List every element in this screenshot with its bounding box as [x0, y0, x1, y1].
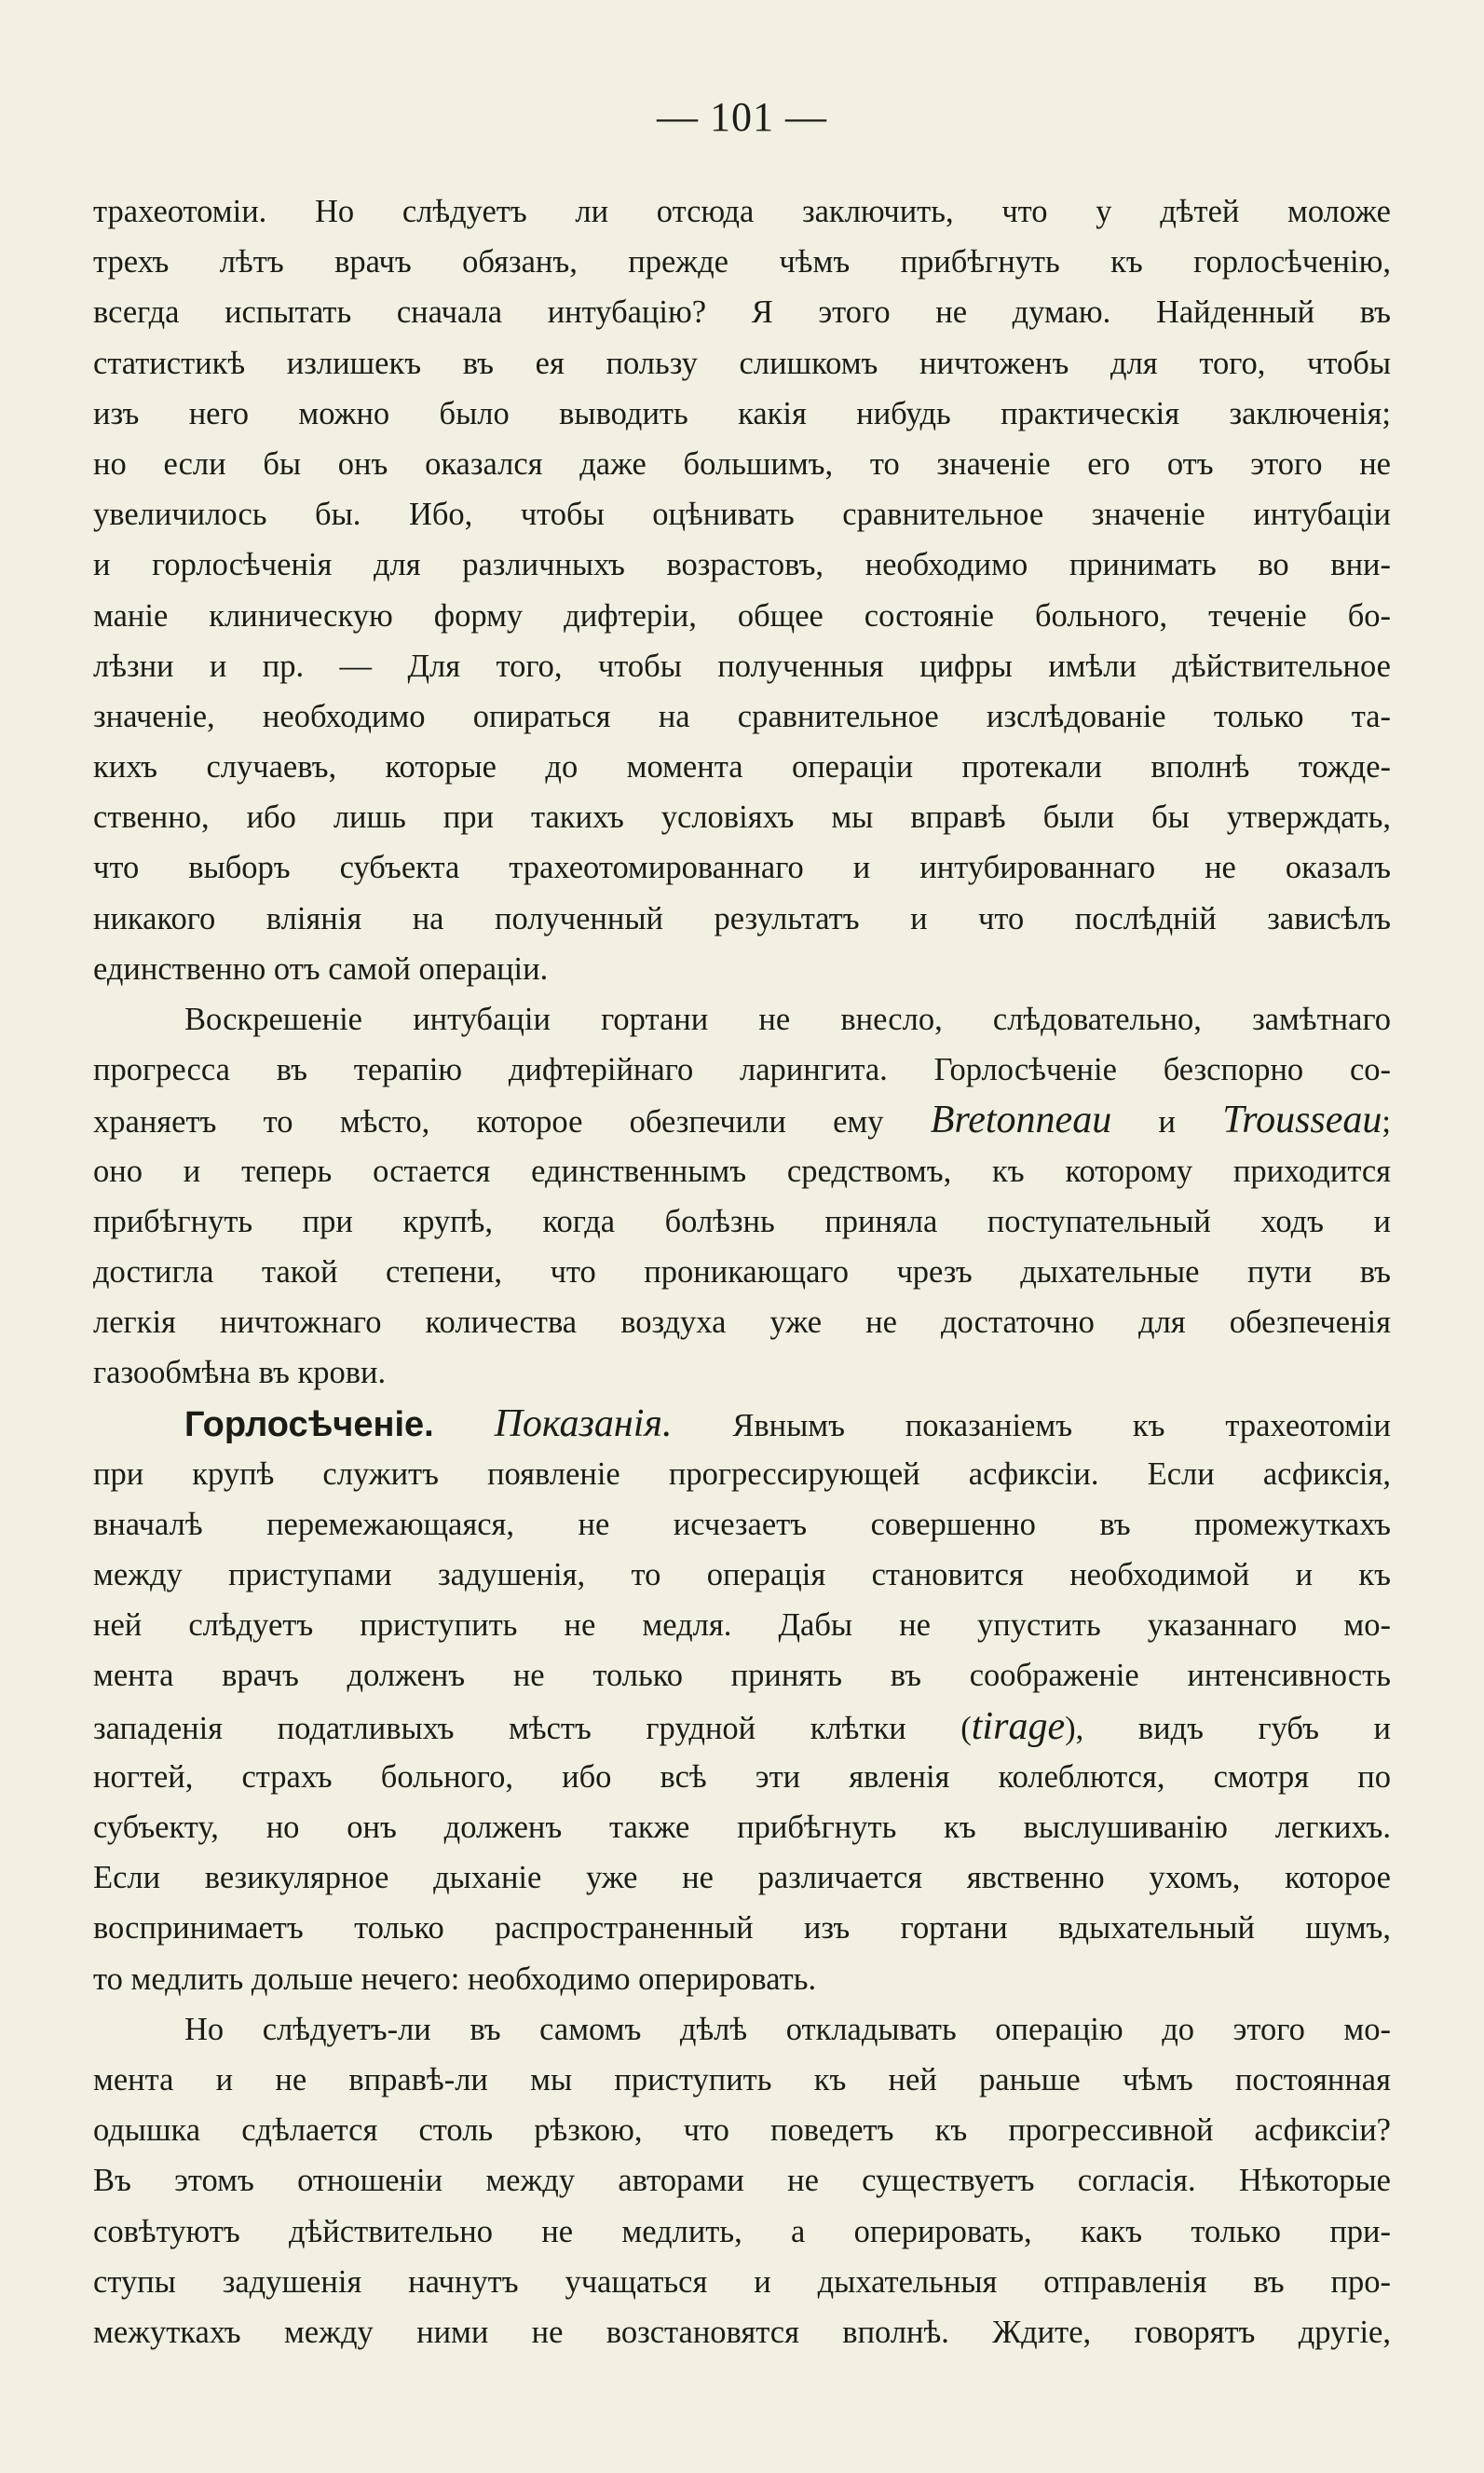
line-text: Но слѣдуетъ-ли въ самомъ дѣлѣ откладывать операцію до этого мо- [184, 2011, 1391, 2047]
line-text: кихъ случаевъ, которые до момента операціи протекали вполнѣ тожде- [93, 749, 1391, 786]
section-subheading: Показанія. [494, 1401, 673, 1445]
text-line [93, 2307, 1391, 2357]
line-text: единственно отъ самой операціи. [93, 950, 549, 987]
text-line [93, 2004, 1391, 2055]
text-line [93, 1196, 1391, 1247]
italic-name: Bretonneau [930, 1099, 1112, 1142]
line-text: лѣзни и пр. — Для того, чтобы полученныя цифры имѣли дѣйствительное [93, 648, 1391, 684]
text-line [93, 287, 1391, 337]
italic-name: Trousseau [1222, 1099, 1382, 1142]
line-text: трахеотоміи. Но слѣдуетъ ли отсюда заключить, что у дѣтей моложе [93, 194, 1391, 229]
text-line [93, 1752, 1391, 1802]
text-line [93, 2105, 1391, 2155]
line-text-tail: ; [1382, 1104, 1391, 1141]
text-line [93, 489, 1391, 540]
line-text: субъекту, но онъ долженъ также прибѣгнуть къ выслушиванію легкихъ. [93, 1810, 1391, 1845]
text-line [93, 1146, 1391, 1196]
text-line [93, 1550, 1391, 1600]
text-line [93, 2257, 1391, 2307]
line-text: и горлосѣченія для различныхъ возрастовъ, необходимо принимать во вни- [93, 547, 1391, 583]
text-line [93, 1600, 1391, 1650]
line-text: маніе клиническую форму дифтеріи, общее состояніе больного, теченіе бо- [93, 597, 1391, 634]
line-text: увеличилось бы. Ибо, чтобы оцѣнивать сравнительное значеніе интубаціи [93, 497, 1391, 533]
text-line [93, 2055, 1391, 2105]
line-text: оно и теперь остается единственнымъ средствомъ, къ которому приходится [93, 1153, 1391, 1189]
text-line [93, 1701, 1391, 1752]
line-text: прибѣгнуть при крупѣ, когда болѣзнь приняла поступательный ходъ и [93, 1203, 1391, 1239]
line-text: никакого вліянія на полученный результатъ и что послѣдній зависѣлъ [93, 900, 1391, 936]
line-text: межуткахъ между ними не возстановятся вполнѣ. Ждите, говорятъ другіе, [93, 2314, 1391, 2350]
text-line [93, 1499, 1391, 1550]
line-text: вначалѣ перемежающаяся, не исчезаетъ совершенно въ промежуткахъ [93, 1506, 1391, 1542]
line-text: воспринимаетъ только распространенный изъ гортани вдыхательный шумъ, [93, 1910, 1391, 1947]
text-line [93, 1449, 1391, 1499]
line-text: прогресса въ терапію дифтерійнаго ларингита. Горлосѣченіе безспорно со- [93, 1052, 1391, 1088]
line-text: Явнымъ показаніемъ къ трахеотоміи [732, 1407, 1391, 1443]
line-text: ственно, ибо лишь при такихъ условіяхъ мы вправѣ были бы утверждать, [93, 799, 1391, 836]
text-line [93, 540, 1391, 590]
line-text: что выборъ субъекта трахеотомированнаго и интубированнаго не оказалъ [93, 850, 1391, 886]
line-text: западенія податливыхъ мѣстъ грудной клѣтки ( [93, 1710, 972, 1746]
line-text: ногтей, страхъ больного, ибо всѣ эти явленія колеблются, смотря по [93, 1758, 1391, 1795]
line-text: совѣтуютъ дѣйствительно не медлить, а оперировать, какъ только при- [93, 2213, 1391, 2249]
line-text: но если бы онъ оказался даже большимъ, то значеніе его отъ этого не [93, 445, 1391, 482]
line-text: Въ этомъ отношеніи между авторами не существуетъ согласія. Нѣкоторые [93, 2163, 1391, 2199]
text-line [93, 591, 1391, 641]
line-text-tail: ), видъ губъ и [1065, 1710, 1391, 1746]
text-line [93, 1954, 1391, 2004]
line-text: ступы задушенія начнутъ учащаться и дыхательныя отправленія въ про- [93, 2263, 1391, 2300]
line-text: изъ него можно было выводить какія нибудь практическія заключенія; [93, 395, 1391, 431]
text-line [93, 641, 1391, 691]
line-text: Если везикулярное дыханіе уже не различается явственно ухомъ, которое [93, 1860, 1391, 1896]
line-text: статистикѣ излишекъ въ ея пользу слишкомъ ничтоженъ для того, чтобы [93, 345, 1391, 381]
body-text [93, 186, 1391, 2357]
text-line [93, 742, 1391, 792]
text-line [93, 944, 1391, 994]
text-line [93, 1045, 1391, 1095]
text-line [93, 2155, 1391, 2206]
line-text: трехъ лѣтъ врачъ обязанъ, прежде чѣмъ прибѣгнуть къ горлосѣченію, [93, 244, 1391, 280]
text-line [93, 439, 1391, 489]
line-text: при крупѣ служитъ появленіе прогрессирующей асфиксіи. Если асфиксія, [93, 1455, 1391, 1492]
text-line [93, 2207, 1391, 2257]
text-line [93, 1903, 1391, 1953]
text-line [93, 237, 1391, 287]
line-text: достигла такой степени, что проникающаго чрезъ дыхательные пути въ [93, 1253, 1391, 1290]
text-line [93, 389, 1391, 439]
text-line [93, 1650, 1391, 1701]
line-text: всегда испытать сначала интубацію? Я этого не думаю. Найденный въ [93, 294, 1391, 331]
line-text-mid: и [1111, 1104, 1223, 1141]
line-text: значеніе, необходимо опираться на сравнительное изслѣдованіе только та- [93, 698, 1391, 734]
line-text: между приступами задушенія, то операція становится необходимой и къ [93, 1557, 1391, 1593]
line-text: легкія ничтожнаго количества воздуха уже не достаточно для обезпеченія [93, 1305, 1391, 1341]
text-line [93, 691, 1391, 742]
text-line [93, 1802, 1391, 1852]
text-line [93, 1247, 1391, 1297]
text-line [93, 1399, 1391, 1449]
text-line [93, 1347, 1391, 1398]
page-number: — 101 — [657, 94, 827, 140]
text-line [93, 792, 1391, 842]
section-heading: Горлосѣченіе. [184, 1404, 434, 1444]
line-text: Воскрешеніе интубаціи гортани не внесло, слѣдовательно, замѣтнаго [184, 1002, 1391, 1037]
italic-name: tirage [971, 1704, 1066, 1748]
text-line [93, 894, 1391, 944]
line-text: то медлить дольше нечего: необходимо оперировать. [93, 1961, 817, 1997]
text-line [93, 1297, 1391, 1347]
line-text: мента и не вправѣ-ли мы приступить къ ней раньше чѣмъ постоянная [93, 2061, 1391, 2097]
line-text: ней слѣдуетъ приступить не медля. Дабы не упустить указаннаго мо- [93, 1607, 1391, 1644]
line-text: мента врачъ долженъ не только принять въ соображеніе интенсивность [93, 1658, 1391, 1694]
text-line [93, 338, 1391, 389]
text-line [93, 1852, 1391, 1903]
text-line [93, 1095, 1391, 1145]
text-line [93, 186, 1391, 237]
line-text: одышка сдѣлается столь рѣзкою, что поведетъ къ прогрессивной асфиксіи? [93, 2112, 1391, 2149]
line-text: газообмѣна въ крови. [93, 1355, 387, 1391]
text-line [93, 994, 1391, 1045]
text-line [93, 842, 1391, 893]
line-text: храняетъ то мѣсто, которое обезпечили ему [93, 1104, 884, 1141]
